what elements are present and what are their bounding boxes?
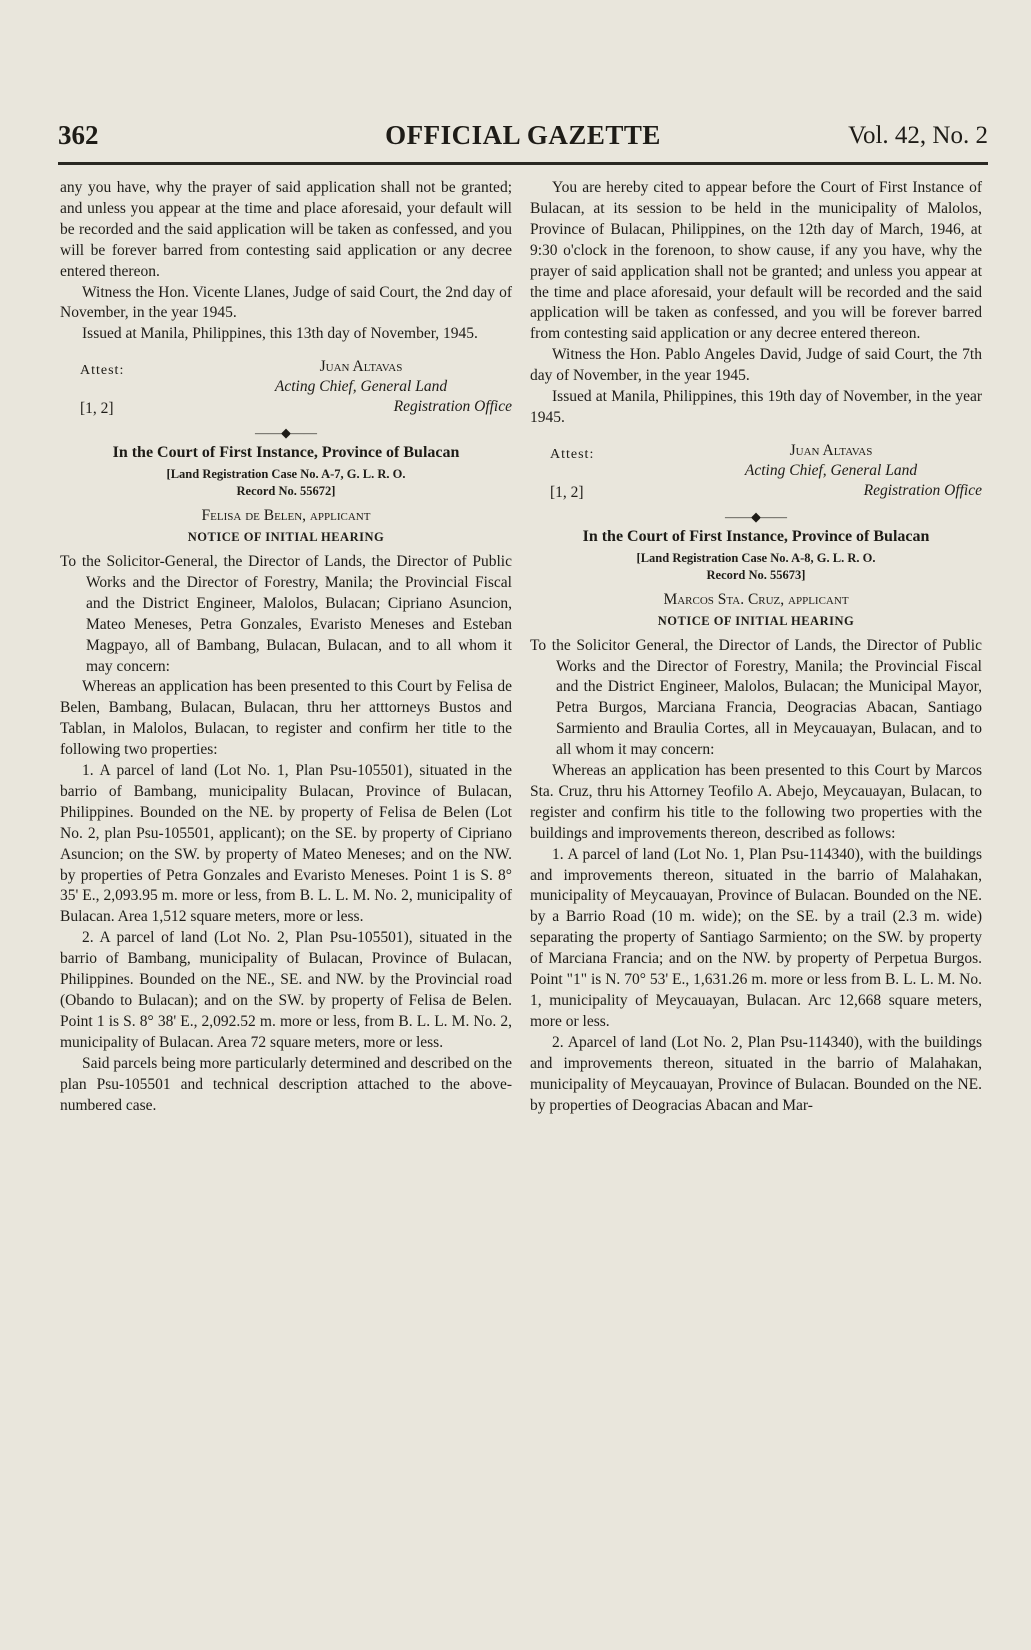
record-number: Record No. 55672] (236, 484, 336, 499)
page-header (58, 118, 988, 165)
paragraph: any you have, why the prayer of said application shall not be granted; and unless you appear at the time and place aforesaid, your default will be recorded and the said application will be taken as confessed, and you will be forever barred from contesting said application or any decree entered thereon. (60, 179, 512, 280)
closing-paragraph: Said parcels being more particularly determined and described on the plan Psu-105501 and technical description attached to the above-numbered case. (60, 1054, 512, 1114)
notice-heading: NOTICE OF INITIAL HEARING (187, 530, 385, 545)
attest-label: Attest: (80, 363, 125, 379)
attest-name: Juan Altavas (789, 441, 873, 459)
volume-number: Vol. 42, No. 2 (848, 122, 988, 149)
page-number: 362 (58, 120, 99, 150)
attest-block (530, 433, 982, 503)
reference-number: [1, 2] (80, 400, 114, 418)
whereas-paragraph: Whereas an application has been presented to this Court by Felisa de Belen, Bambang, Bulacan, Bulacan, thru her atttorneys Bustos and Tablan, in Malolos, Bulacan, to register and confirm her title to the following two properties: (60, 678, 512, 759)
case-number: [Land Registration Case No. A-7, G. L. R. O. (166, 467, 406, 482)
notice-heading: NOTICE OF INITIAL HEARING (657, 613, 855, 628)
parcel-two-paragraph: 2. Aparcel of land (Lot No. 2, Plan Psu-114340), with the buildings and improvements thereon, situated in the barrio of Malahakan, municipality of Meycauayan, Province of Bulacan. Bounded on the NE. by properties of Deogracias Abacan and Mar- (530, 1033, 982, 1114)
applicant-line: Felisa de Belen, applicant (201, 507, 371, 525)
witness-paragraph: Witness the Hon. Vicente Llanes, Judge of said Court, the 2nd day of November, in the year 1945. (60, 283, 512, 322)
applicant-line: Marcos Sta. Cruz, applicant (663, 590, 849, 608)
parcel-two-paragraph: 2. A parcel of land (Lot No. 2, Plan Psu-105501), situated in the barrio of Bambang, municipality of Bulacan, Province of Bulacan, Philippines. Bounded on the NE., SE. and NW. by the Provincial road (Obando to Bulacan); and on the SW. by property of Felisa de Belen. Point 1 is S. 8° 38' E., 2,092.52 m. more or less, from B. L. L. M. No. 2, municipality of Bulacan. Area 72 square meters, more or less. (60, 929, 512, 1051)
left-column (60, 178, 512, 1116)
witness-paragraph: Witness the Hon. Pablo Angeles David, Judge of said Court, the 7th day of November, in the year 1945. (530, 346, 982, 385)
attest-role: Acting Chief, General Land (274, 378, 448, 396)
parcel-one-paragraph: 1. A parcel of land (Lot No. 1, Plan Psu-105501), situated in the barrio of Bambang, municipality Bulacan, Province of Bulacan, Philippines. Bounded on the NE. by property of Felisa de Belen (Lot No. 2, plan Psu-105501, applicant); on the SE. by property of Cipriano Asuncion; on the SW. by property of Mateo Meneses; and on the NW. by properties of Petra Gonzales and Evaristo Meneses. Point 1 is S. 8° 35' E., 2,093.95 m. more or less, from B. L. L. M. No. 2, municipality of Bulacan. Area 1,512 square meters, more or less. (60, 762, 512, 926)
whereas-paragraph: Whereas an application has been presented to this Court by Marcos Sta. Cruz, thru his Attorney Teofilo A. Abejo, Meycauayan, Bulacan, to register and confirm his title to the following two properties with the buildings and improvements thereon, described as follows: (530, 762, 982, 842)
case-number: [Land Registration Case No. A-8, G. L. R. O. (636, 550, 876, 565)
right-column (530, 178, 982, 1116)
reference-number: [1, 2] (550, 483, 584, 501)
attest-office: Registration Office (393, 398, 512, 416)
attest-name: Juan Altavas (319, 358, 403, 376)
attest-block (60, 349, 512, 419)
issued-paragraph: Issued at Manila, Philippines, this 13th day of November, 1945. (82, 325, 478, 343)
court-heading: In the Court of First Instance, Province of Bulacan (112, 444, 460, 462)
attest-office: Registration Office (863, 481, 982, 499)
addressees-paragraph: To the Solicitor-General, the Director of Lands, the Director of Public Works and the Director of Forestry, Manila; the Provincial Fiscal and the District Engineer, Malolos, Bulacan; Cipriano Asuncion, Mateo Meneses, Petra Gonzales, Evaristo Meneses and Esteban Magpayo, all of Bambang, Bulacan, Bulacan, and to all whom it may concern: (60, 552, 512, 675)
court-heading: In the Court of First Instance, Province of Bulacan (582, 527, 930, 545)
addressees-paragraph: To the Solicitor General, the Director of Lands, the Director of Public Works and the Director of Forestry, Manila; the Provincial Fiscal and the District Engineer, Malolos, Bulacan; the Municipal Mayor, Petra Burgos, Marciana Francia, Deogracias Abacan, Santiago Sarmiento and Braulia Cortes, all in Meycauayan, Bulacan, and to all whom it may concern: (530, 636, 982, 759)
parcel-one-paragraph: 1. A parcel of land (Lot No. 1, Plan Psu-114340), with the buildings and improvements thereon, situated in the barrio of Malahakan, municipality of Meycauayan, Province of Bulacan. Bounded on the NE. by a Barrio Road (10 m. wide); on the SE. by a trail (2.3 m. wide) separating the property of Santiago Sarmiento; on the SW. by property of Marciana Francia; and on the NW. by property of Perpetua Burgos. Point "1" is N. 70° 53' E., 1,631.26 m. more or less from B. L. L. M. No. 1, municipality of Meycauayan, Bulacan. Arc 12,668 square meters, more or less. (530, 845, 982, 1030)
citation-paragraph: You are hereby cited to appear before the Court of First Instance of Bulacan, at its session to be held in the municipality of Malolos, Province of Bulacan, Philippines, on the 12th day of March, 1946, at 9:30 o'clock in the forenoon, to show cause, if any you have, why the prayer of said application shall not be granted; and unless you appear at the time and place aforesaid, your default will be recorded and the said application will be taken as confessed, and you will be forever barred from contesting said application or any decree entered thereon. (530, 179, 982, 343)
issued-paragraph: Issued at Manila, Philippines, this 19th day of November, in the year 1945. (530, 388, 982, 426)
separator-ornament: ——◆—— (255, 425, 317, 441)
record-number: Record No. 55673] (706, 567, 806, 582)
attest-role: Acting Chief, General Land (744, 461, 918, 479)
separator-ornament: ——◆—— (725, 508, 787, 524)
publication-title: OFFICIAL GAZETTE (385, 120, 661, 150)
attest-label: Attest: (550, 446, 595, 462)
